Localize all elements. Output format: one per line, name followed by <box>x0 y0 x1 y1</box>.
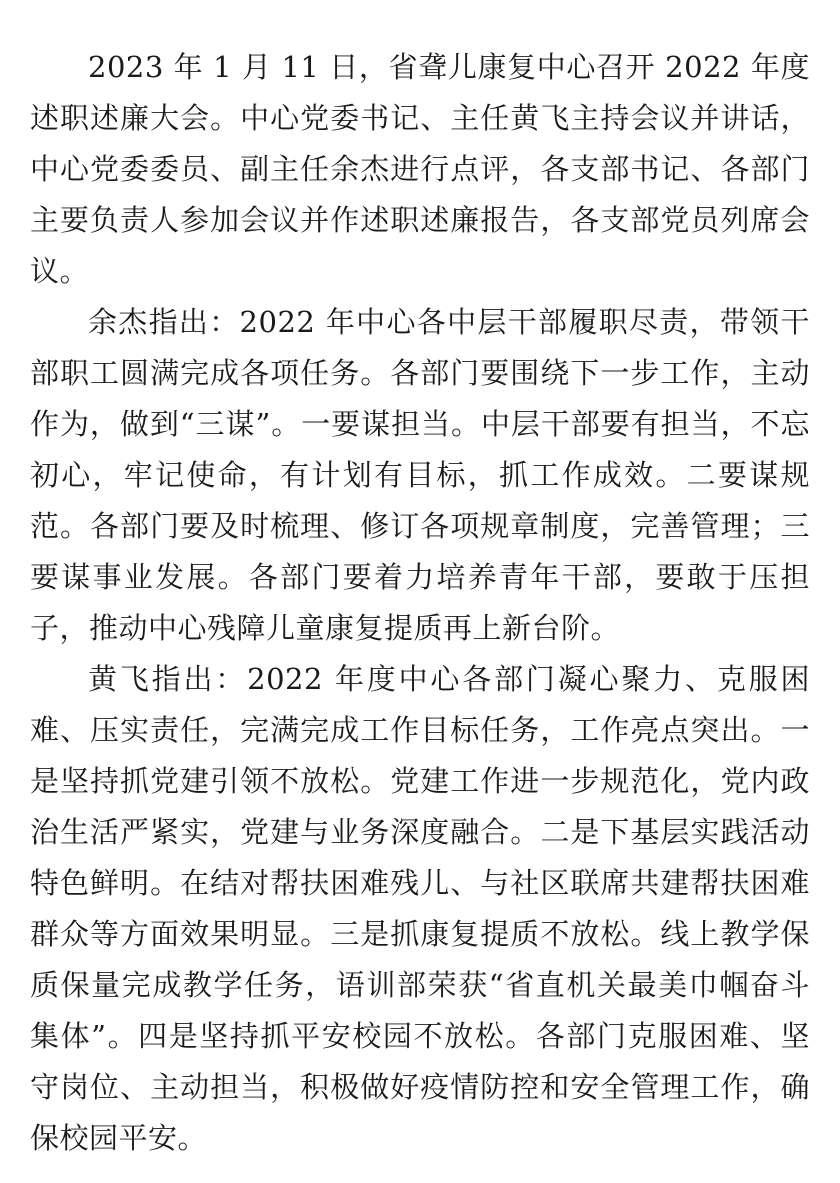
paragraph-huangfei-remarks: 黄飞指出：2022 年度中心各部门凝心聚力、克服困难、压实责任，完满完成工作目标任务，工作亮点突出。一是坚持抓党建引领不放松。党建工作进一步规范化，党内政治生活严紧实，党建与业务深度融合。二是下基层实践活动特色鲜明。在结对帮扶困难残儿、与社区联席共建帮扶困难群众等方面效果明显。三是抓康复提质不放松。线上教学保质保量完成教学任务，语训部荣获“省直机关最美巾帼奋斗集体”。四是坚持抓平安校园不放松。各部门克服困难、坚守岗位、主动担当，积极做好疫情防控和安全管理工作，确保校园平安。 <box>30 662 810 1155</box>
paragraph-meeting-summary: 2023 年 1 月 11 日，省聋儿康复中心召开 2022 年度述职述廉大会。中心党委书记、主任黄飞主持会议并讲话，中心党委委员、副主任余杰进行点评，各支部书记、各部门主要负责人参加会议并作述职述廉报告，各支部党员列席会议。 <box>30 50 810 288</box>
document-body <box>30 42 810 1164</box>
paragraph-yujie-remarks: 余杰指出：2022 年中心各中层干部履职尽责，带领干部职工圆满完成各项任务。各部门要围绕下一步工作，主动作为，做到“三谋”。一要谋担当。中层干部要有担当，不忘初心，牢记使命，有计划有目标，抓工作成效。二要谋规范。各部门要及时梳理、修订各项规章制度，完善管理；三要谋事业发展。各部门要着力培养青年干部，要敢于压担子，推动中心残障儿童康复提质再上新台阶。 <box>30 305 810 645</box>
